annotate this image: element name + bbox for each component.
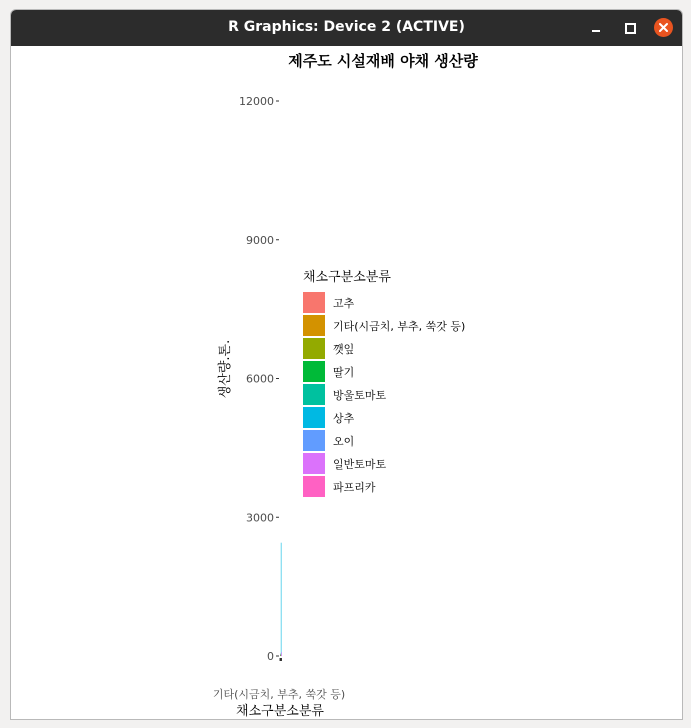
legend-key [303, 476, 325, 497]
close-icon[interactable] [654, 18, 673, 37]
window-title: R Graphics: Device 2 (ACTIVE) [228, 19, 465, 35]
minimize-icon[interactable] [586, 18, 606, 38]
y-tick-label: 3000 [246, 511, 274, 525]
legend-label: 일반토마토 [333, 458, 387, 471]
legend-label: 고추 [333, 297, 355, 310]
y-axis-label: 생산량.톤. [218, 339, 233, 399]
maximize-icon[interactable] [620, 18, 640, 38]
y-tick-label: 9000 [246, 233, 274, 247]
y-tick-label: 6000 [246, 372, 274, 386]
x-ticks [280, 658, 281, 661]
bar-chart [11, 46, 682, 719]
x-tick-label: 기타(시금치, 부추, 쑥갓 등) [212, 688, 346, 701]
legend [303, 292, 465, 497]
legend-label: 파프리카 [333, 481, 376, 494]
legend-label: 딸기 [333, 366, 355, 379]
legend-key [303, 292, 325, 313]
bars [280, 543, 282, 656]
legend-key [303, 430, 325, 451]
legend-key [303, 384, 325, 405]
legend-title: 채소구분소분류 [303, 270, 391, 285]
chart-title: 제주도 시설재배 야채 생산량 [288, 52, 478, 70]
y-tick-label: 0 [267, 650, 274, 663]
legend-key [303, 361, 325, 382]
legend-label: 오이 [333, 435, 355, 448]
bar [281, 652, 282, 656]
legend-key [303, 453, 325, 474]
bar [281, 656, 282, 657]
y-axis [239, 95, 279, 663]
legend-key [303, 407, 325, 428]
legend-key [303, 315, 325, 336]
legend-key [303, 338, 325, 359]
bar [281, 543, 282, 656]
x-axis-label: 채소구분소분류 [236, 704, 324, 719]
y-tick-label: 12000 [239, 95, 274, 108]
title-bar[interactable] [11, 10, 682, 46]
plot-canvas [11, 46, 682, 719]
legend-label: 상추 [333, 412, 355, 425]
legend-label: 방울토마토 [333, 389, 387, 402]
r-graphics-window [10, 9, 683, 720]
legend-label: 깻잎 [333, 343, 355, 356]
legend-label: 기타(시금치, 부추, 쑥갓 등) [333, 320, 466, 333]
